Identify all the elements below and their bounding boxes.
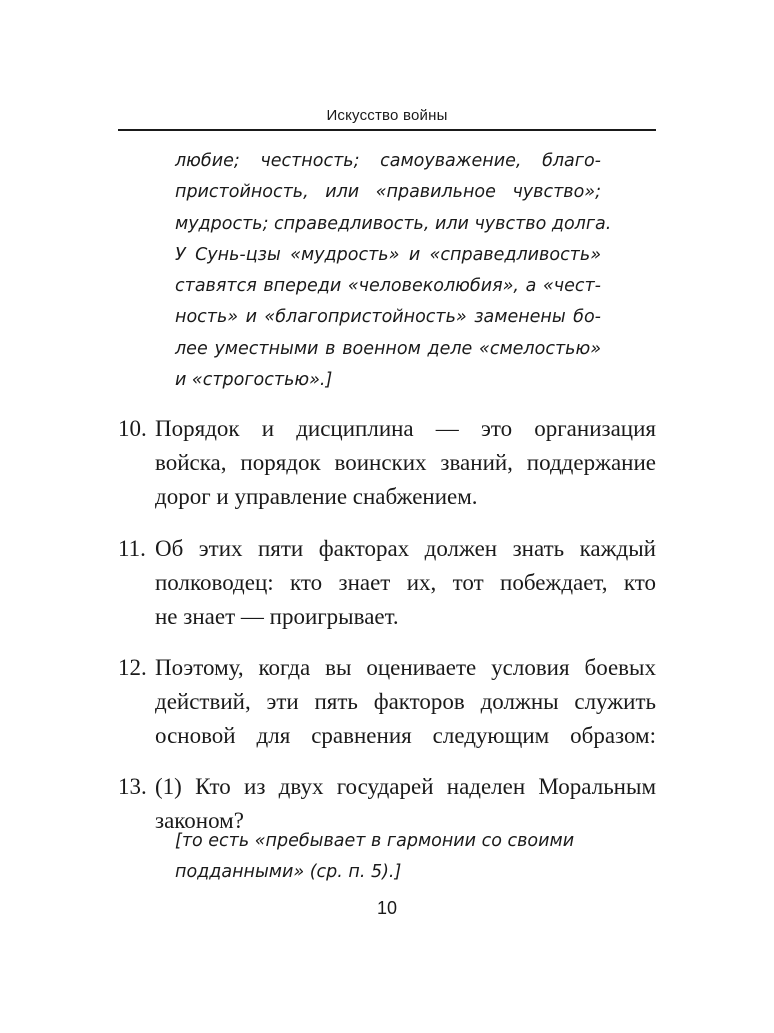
paragraph-line: действий, эти пять факторов должны служить: [155, 689, 656, 714]
header-rule: [118, 129, 656, 131]
paragraph-line: полководец: кто знает их, тот побеждает, кто: [155, 570, 656, 595]
commentary-line: и «строгостью».]: [175, 370, 333, 391]
commentary-line: ставятся впереди «человеколюбия», а «чест-: [175, 276, 601, 297]
paragraph-number: 11.: [118, 536, 146, 561]
commentary-line: [то есть «пребывает в гармонии со своими: [175, 831, 575, 851]
commentary-note-13: [175, 826, 601, 889]
page-number: 10: [376, 898, 398, 918]
commentary-line: ность» и «благопристойность» заменены бо-: [175, 307, 601, 328]
commentary-line: подданными» (ср. п. 5).]: [175, 862, 402, 883]
paragraph-line: (1) Кто из двух государей наделен Моральным: [155, 774, 656, 799]
paragraph-line: основой для сравнения следующим образом:: [155, 723, 656, 748]
paragraph-line: законом?: [155, 808, 244, 833]
paragraph-number: 12.: [118, 655, 147, 680]
paragraph-line: Поэтому, когда вы оцениваете условия боевых: [155, 655, 656, 680]
commentary-line: У Сунь-цзы «мудрость» и «справедливость»: [175, 244, 601, 265]
paragraph-line: не знает — проигрывает.: [155, 604, 399, 629]
paragraph-line: Порядок и дисциплина — это организация: [155, 416, 656, 441]
running-header: Искусство войны: [326, 107, 448, 124]
commentary-line: пристойность, или «правильное чувство»;: [175, 182, 601, 203]
commentary-block: [175, 146, 612, 396]
paragraph-line: Об этих пяти факторах должен знать каждый: [155, 536, 656, 561]
paragraph-line: дорог и управление снабжением.: [155, 484, 478, 509]
commentary-line: мудрость; справедливость, или чувство долга.: [175, 213, 612, 234]
paragraph-body: [155, 651, 656, 753]
paragraph-body: [155, 532, 656, 634]
paragraph-number: 13.: [118, 774, 147, 799]
paragraph-body: [155, 412, 656, 514]
paragraph-number: 10.: [118, 416, 147, 441]
commentary-line: лее уместными в военном деле «смелостью»: [175, 338, 601, 359]
commentary-line: любие; честность; самоуважение, благо-: [175, 151, 601, 171]
paragraph-line: войска, порядок воинских званий, поддержание: [155, 450, 656, 475]
